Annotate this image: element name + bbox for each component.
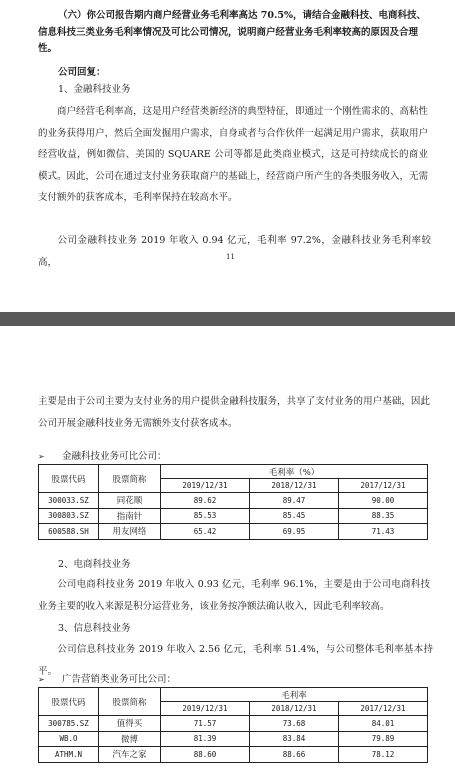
cell-value: 78.12 (339, 747, 428, 763)
cell-name: 微博 (99, 731, 161, 747)
table-row (39, 493, 428, 509)
col-header-year: 2017/12/31 (339, 479, 428, 493)
paragraph-merchant-margin: 商户经营毛利率高，这是用户经营类新经济的典型特征，即通过一个刚性需求的、高粘性的业务获得用户，然后全面发掘用户需求，自身或者与合作伙伴一起满足用户需求，获取用户经营收益，例如微信、美国的 SQUARE 公司等都是此类商业模式，这是可持续成长的商业模式。因此，公司在通过支付业务获取商户的基础上，经营商户所产生的各类服务收入，无需支付额外的获客成本，毛利率保持在较高水平。 (38, 106, 428, 203)
cell-value: 89.62 (161, 493, 250, 509)
paragraph-ecommerce: 公司电商科技业务 2019 年收入 0.93 亿元，毛利率 96.1%，主要是由于公司电商科技业务主要的收入来源是积分运营业务，该业务按净额法确认收入，因此毛利率较高。 (38, 579, 430, 612)
fintech-comparables-table (38, 464, 428, 540)
cell-value: 88.35 (339, 508, 428, 524)
table1-title: ➢ 金融科技业务可比公司： (38, 451, 167, 462)
paragraph-infotech: 公司信息科技业务 2019 年收入 2.56 亿元，毛利率 51.4%，与公司整体毛利率基本持平。 (38, 644, 433, 677)
cell-code: 300803.SZ (39, 508, 99, 524)
page-divider (0, 312, 455, 326)
cell-name: 同花顺 (99, 493, 161, 509)
table-row (39, 716, 428, 732)
cell-value: 71.57 (161, 716, 250, 732)
col-header-year: 2017/12/31 (339, 702, 428, 716)
question-text: （六）你公司报告期内商户经营业务毛利率高达 70.5%，请结合金融科技、电商科技、信息科技三类业务毛利率情况及可比公司情况，说明商户经营业务毛利率较高的原因及合理性。 (38, 10, 426, 54)
answer-label: 公司回复： (58, 67, 106, 78)
cell-value: 69.95 (250, 524, 339, 540)
col-header-code: 股票代码 (39, 688, 99, 716)
col-header-year: 2019/12/31 (161, 702, 250, 716)
col-header-code: 股票代码 (39, 465, 99, 493)
col-header-year: 2018/12/31 (250, 702, 339, 716)
arrow-bullet-icon: ➢ (38, 675, 45, 684)
cell-name: 值得买 (99, 716, 161, 732)
cell-value: 79.89 (339, 731, 428, 747)
cell-value: 73.68 (250, 716, 339, 732)
table-row (39, 731, 428, 747)
cell-name: 汽车之家 (99, 747, 161, 763)
cell-value: 85.45 (250, 508, 339, 524)
table-row (39, 508, 428, 524)
cell-value: 65.42 (161, 524, 250, 540)
cell-value: 84.01 (339, 716, 428, 732)
page-number: 11 (226, 253, 235, 261)
table2-title: ➢ 广告营销类业务可比公司： (38, 674, 177, 685)
col-header-year: 2019/12/31 (161, 479, 250, 493)
advertising-comparables-table (38, 687, 428, 763)
cell-value: 89.47 (250, 493, 339, 509)
col-header-year: 2018/12/31 (250, 479, 339, 493)
cell-value: 83.84 (250, 731, 339, 747)
cell-value: 81.39 (161, 731, 250, 747)
cell-value: 88.66 (250, 747, 339, 763)
document-page-2 (0, 326, 455, 776)
cell-value: 90.00 (339, 493, 428, 509)
table-row (39, 524, 428, 540)
col-header-name: 股票简称 (99, 465, 161, 493)
section-heading-infotech: 3、信息科技业务 (58, 623, 131, 634)
table-row (39, 747, 428, 763)
col-header-name: 股票简称 (99, 688, 161, 716)
col-header-gross-margin: 毛利率 (161, 688, 428, 702)
cell-code: ATHM.N (39, 747, 99, 763)
cell-name: 用友网络 (99, 524, 161, 540)
col-header-gross-margin: 毛利率（%） (161, 465, 428, 479)
cell-code: WB.O (39, 731, 99, 747)
arrow-bullet-icon: ➢ (38, 452, 45, 461)
section-heading-ecommerce: 2、电商科技业务 (58, 559, 131, 570)
paragraph-fintech-revenue: 公司金融科技业务 2019 年收入 0.94 亿元，毛利率 97.2%，金融科技业务毛利率较高， (38, 235, 431, 268)
cell-value: 88.60 (161, 747, 250, 763)
document-page-1 (0, 0, 455, 312)
cell-code: 600588.SH (39, 524, 99, 540)
section-heading-fintech: 1、金融科技业务 (58, 84, 131, 95)
cell-value: 71.43 (339, 524, 428, 540)
cell-code: 300785.SZ (39, 716, 99, 732)
cell-name: 指南针 (99, 508, 161, 524)
cell-code: 300033.SZ (39, 493, 99, 509)
paragraph-fintech-continued: 主要是由于公司主要为支付业务的用户提供金融科技服务，共享了支付业务的用户基础，因此公司开展金融科技业务无需额外支付获客成本。 (38, 396, 430, 429)
cell-value: 85.53 (161, 508, 250, 524)
